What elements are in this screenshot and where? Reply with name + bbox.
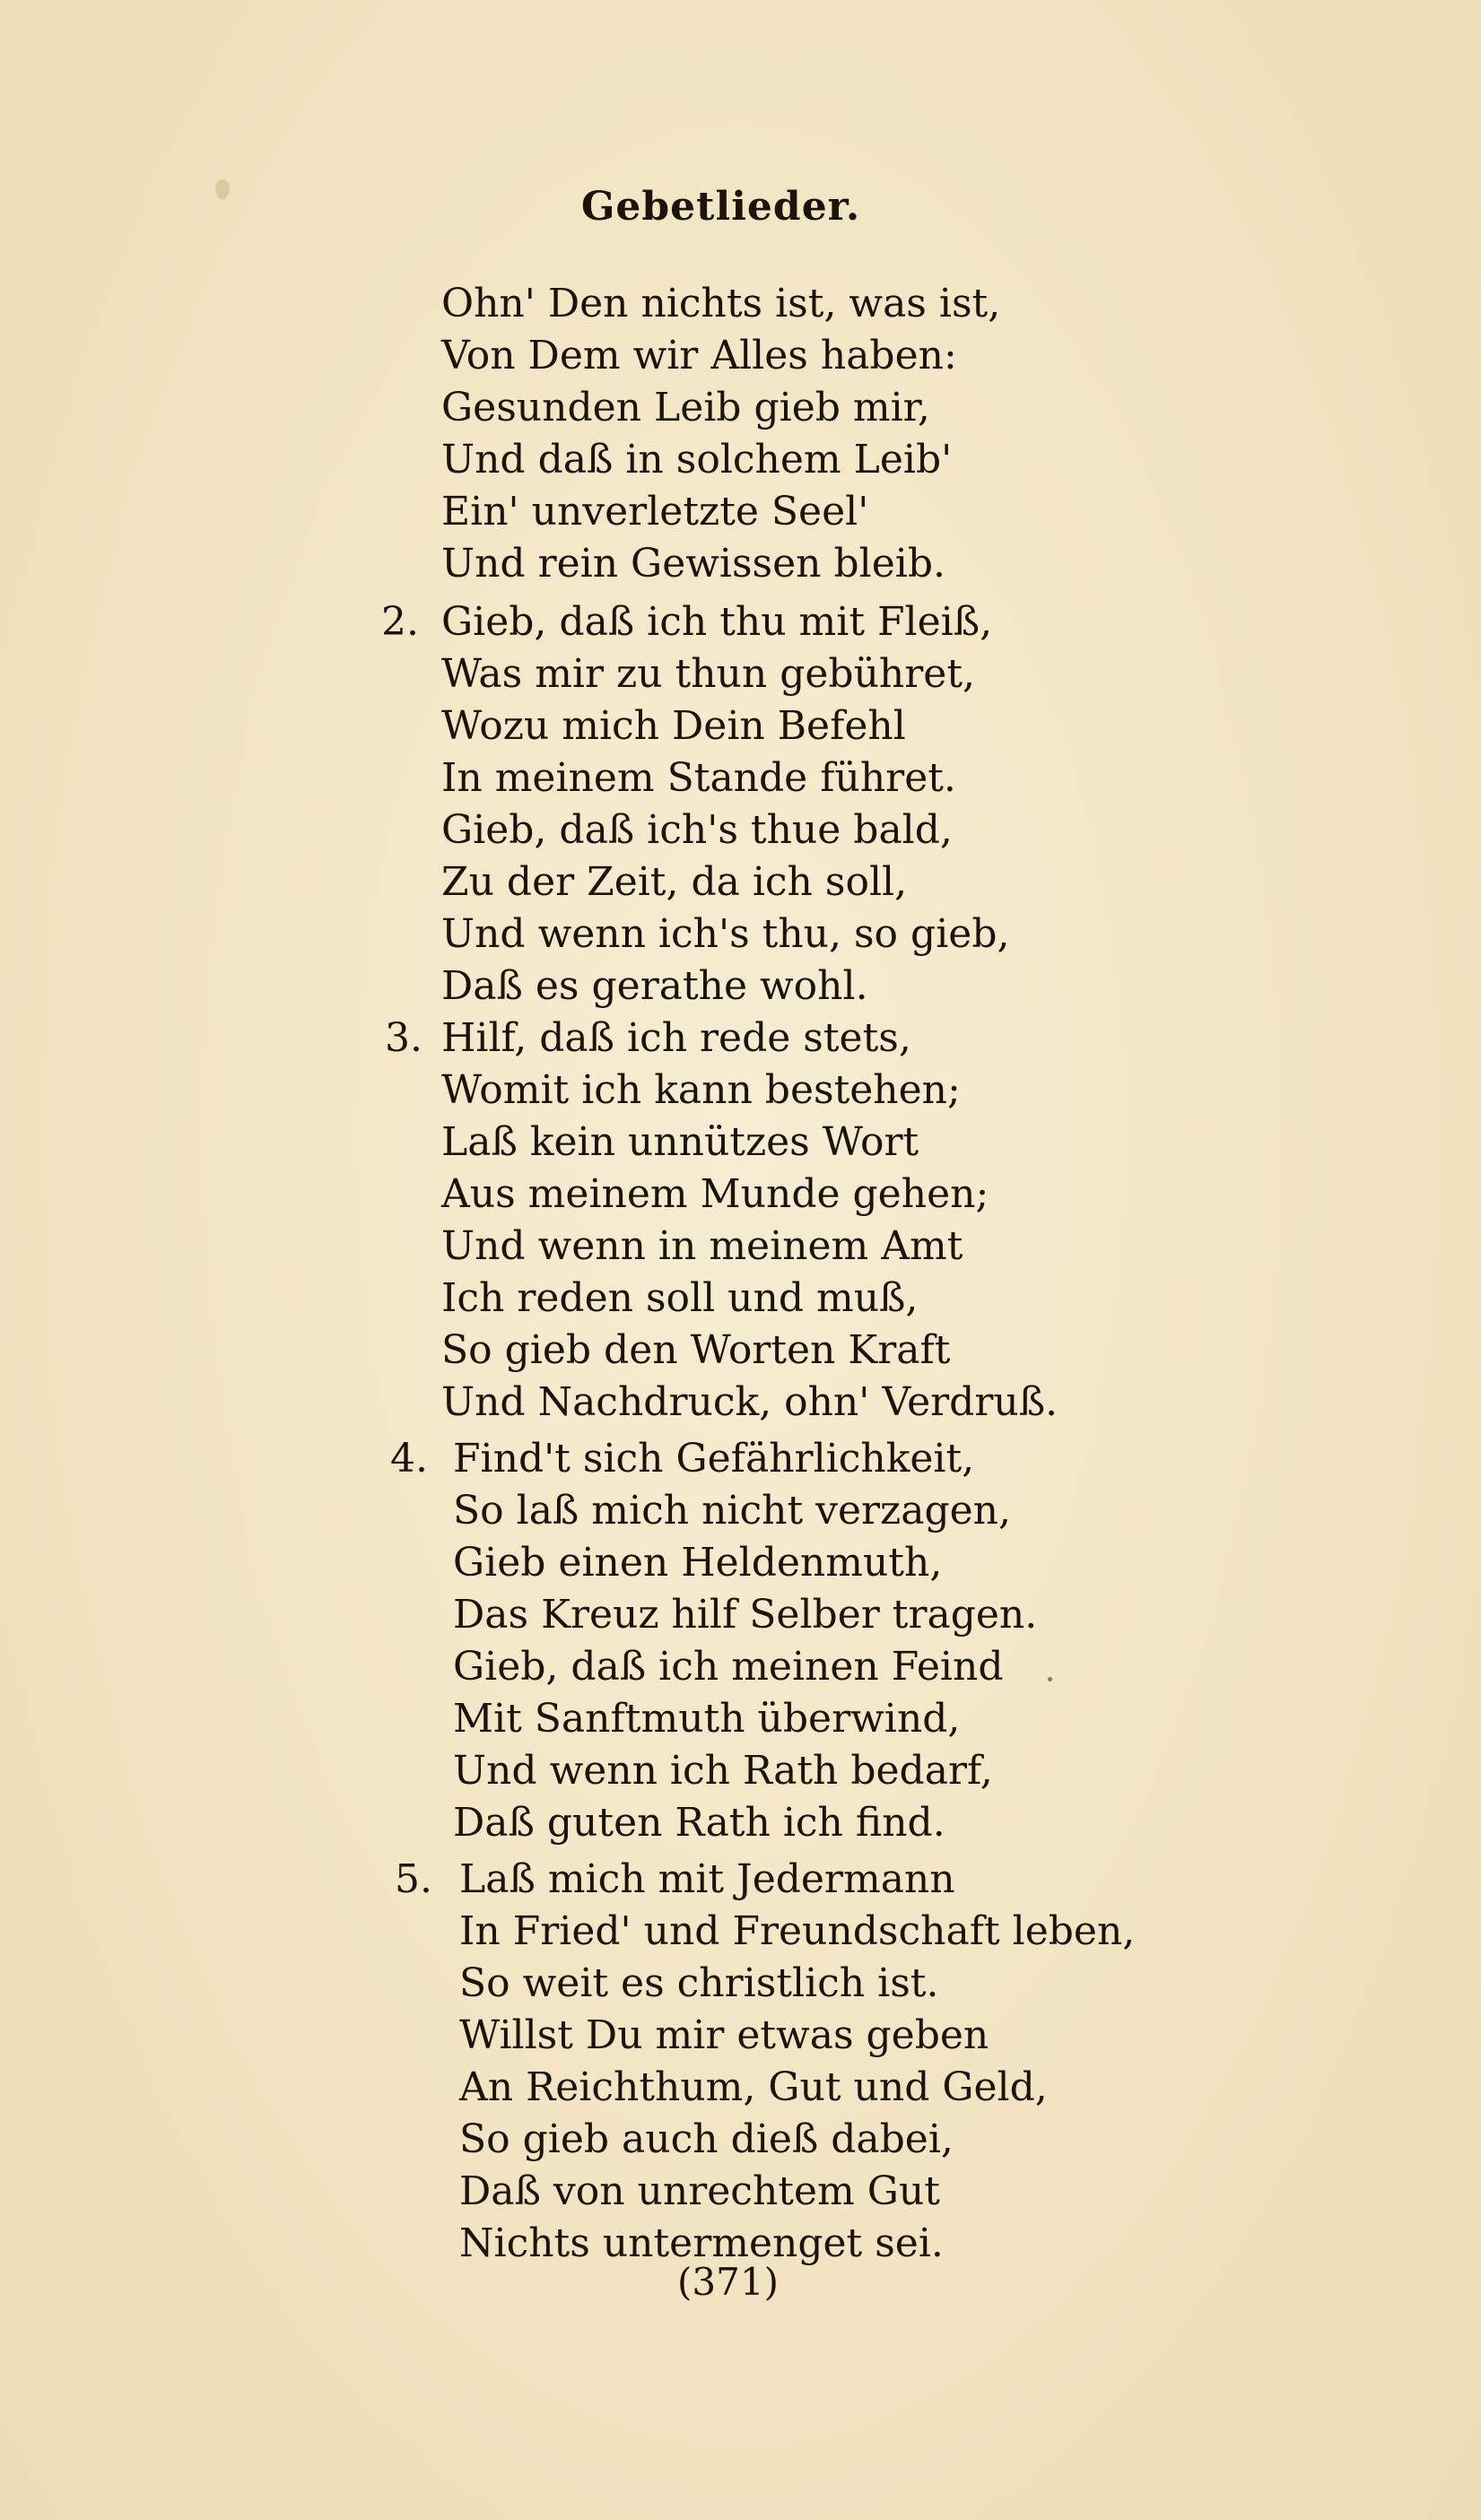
verse-line: Zu der Zeit, da ich soll, — [441, 859, 908, 905]
verse-line: Aus meinem Munde gehen; — [441, 1171, 989, 1217]
verse-line: Was mir zu thun gebühret, — [441, 651, 975, 697]
verse-line: Und rein Gewissen bleib. — [441, 541, 945, 587]
verse-line: Womit ich kann bestehen; — [441, 1067, 961, 1113]
verse-line: Wozu mich Dein Befehl — [441, 703, 906, 749]
verse-line: Und wenn ich Rath bedarf, — [453, 1748, 993, 1794]
stanza-number: 4. — [390, 1436, 428, 1482]
verse-line: In meinem Stande führet. — [441, 755, 956, 801]
verse-line: Daß es gerathe wohl. — [441, 963, 868, 1009]
verse-line: Laß mich mit Jedermann — [459, 1856, 955, 1902]
page-number: (371) — [677, 2260, 779, 2304]
verse-line: Gesunden Leib gieb mir, — [441, 385, 930, 430]
verse-line: Und wenn in meinem Amt — [441, 1223, 963, 1269]
verse-line: Hilf, daß ich rede stets, — [441, 1015, 911, 1061]
verse-line: Ein' unverletzte Seel' — [441, 489, 869, 534]
verse-line: Und Nachdruck, ohn' Verdruß. — [441, 1379, 1058, 1425]
verse-line: Willst Du mir etwas geben — [459, 2012, 989, 2058]
verse-line: Gieb, daß ich thu mit Fleiß, — [441, 599, 993, 645]
verse-line: Und wenn ich's thu, so gieb, — [441, 911, 1010, 957]
running-header: Gebetlieder. — [580, 184, 861, 230]
verse-line: So gieb den Worten Kraft — [441, 1327, 951, 1373]
verse-line: Nichts untermenget sei. — [459, 2220, 944, 2266]
verse-line: Mit Sanftmuth überwind, — [453, 1696, 961, 1742]
stanza-number: 3. — [385, 1015, 423, 1061]
verse-line: Daß guten Rath ich find. — [453, 1800, 945, 1846]
verse-line: Gieb, daß ich's thue bald, — [441, 807, 953, 853]
verse-line: Gieb einen Heldenmuth, — [453, 1540, 943, 1586]
stanza-number: 2. — [381, 599, 419, 645]
verse-line: Laß kein unnützes Wort — [441, 1119, 919, 1165]
verse-line: Gieb, daß ich meinen Feind — [453, 1644, 1004, 1690]
verse-line: In Fried' und Freundschaft leben, — [459, 1908, 1136, 1954]
ink-dot — [1048, 1677, 1052, 1681]
verse-line: Ich reden soll und muß, — [441, 1275, 919, 1321]
verse-line: So weit es christlich ist. — [459, 1960, 939, 2006]
verse-line: So laß mich nicht verzagen, — [453, 1488, 1011, 1534]
verse-line: So gieb auch dieß dabei, — [459, 2116, 954, 2162]
verse-line: Daß von unrechtem Gut — [459, 2168, 940, 2214]
verse-line: Und daß in solchem Leib' — [441, 437, 953, 482]
verse-line: An Reichthum, Gut und Geld, — [459, 2064, 1048, 2110]
verse-line: Find't sich Gefährlichkeit, — [453, 1436, 975, 1482]
stanza-number: 5. — [395, 1856, 432, 1902]
verse-line: Ohn' Den nichts ist, was ist, — [441, 281, 1001, 326]
verse-line: Das Kreuz hilf Selber tragen. — [453, 1592, 1038, 1638]
verse-line: Von Dem wir Alles haben: — [441, 333, 957, 378]
